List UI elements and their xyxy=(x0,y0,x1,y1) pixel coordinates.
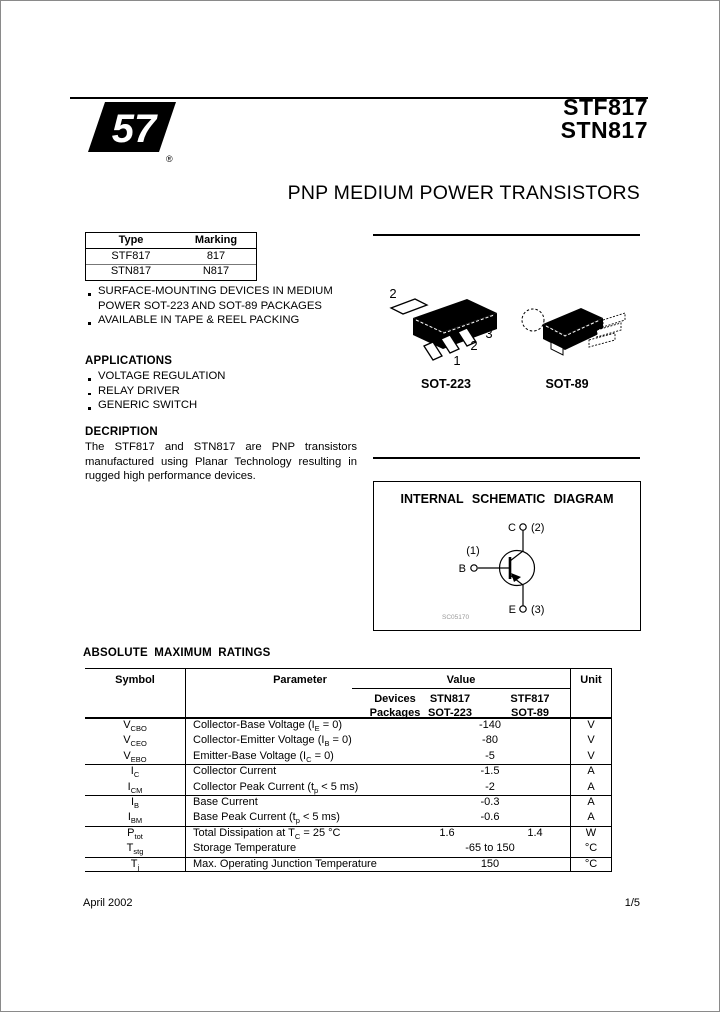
part-number-1: STF817 xyxy=(563,94,648,120)
parameter-cell: Base Peak Current ($t_p < 5$ ms) xyxy=(193,811,340,826)
col-header-value: Value xyxy=(446,674,476,686)
symbol-cell: $I_{CM}$ xyxy=(127,780,143,795)
value-cell: -5 xyxy=(485,749,495,762)
package2-label: SOT-89 xyxy=(511,707,549,719)
feature-item: SURFACE-MOUNTING DEVICES IN MEDIUM POWER SOT-223 AND SOT-89 PACKAGES xyxy=(85,284,361,313)
base-pin-label: (1) xyxy=(466,545,480,557)
marking-col-header: Marking xyxy=(194,234,238,246)
emitter-label: E xyxy=(508,604,516,616)
parameter-cell: Collector Peak Current ($t_p < 5$ ms) xyxy=(193,780,359,795)
symbol-cell: $V_{CEO}$ xyxy=(123,734,147,749)
unit-cell: A xyxy=(587,765,595,778)
devices-label: Devices xyxy=(374,693,416,705)
value-cell: -2 xyxy=(485,780,495,793)
marking-cell: N817 xyxy=(202,265,230,277)
device2-label: STF817 xyxy=(510,693,550,705)
unit-cell: A xyxy=(587,811,595,824)
description-heading: DECRIPTION xyxy=(85,426,158,438)
unit-cell: A xyxy=(587,796,595,808)
application-item: GENERIC SWITCH xyxy=(85,398,361,413)
table-row xyxy=(85,780,612,795)
parameter-cell: Storage Temperature xyxy=(193,842,297,855)
pnp-transistor-symbol xyxy=(374,482,638,625)
parameter-cell: Collector-Emitter Voltage $(I_B = 0)$ xyxy=(193,734,352,749)
feature-item: AVAILABLE IN TAPE & REEL PACKING xyxy=(85,313,361,328)
type-cell: STF817 xyxy=(111,250,151,262)
table-row xyxy=(85,733,612,748)
parameter-cell: Collector-Base Voltage $(I_E = 0)$ xyxy=(193,719,343,734)
value-cell: -140 xyxy=(478,719,502,731)
parameter-cell: Max. Operating Junction Temperature xyxy=(193,857,377,870)
description-text: The STF817 and STN817 are PNP transistors manufactured using Planar Technology resulting in rugged high performance devices. xyxy=(85,441,357,482)
st-logo-glyph: 57 xyxy=(111,107,157,151)
type-col-header: Type xyxy=(118,234,144,246)
table-row xyxy=(85,749,612,764)
symbol-cell: $V_{EBO}$ xyxy=(123,749,147,764)
sot223-pin-tab-label: 2 xyxy=(389,286,397,301)
value-cell: -80 xyxy=(482,734,498,747)
table-row xyxy=(85,810,612,825)
sot89-label: SOT-89 xyxy=(545,377,589,391)
sot89-drawing xyxy=(522,308,625,355)
symbol-cell: $I_B$ xyxy=(130,796,140,811)
table-row xyxy=(85,718,612,733)
packages-top-rule xyxy=(373,234,640,236)
page-title: PNP MEDIUM POWER TRANSISTORS xyxy=(287,182,640,204)
col-header-unit: Unit xyxy=(580,674,602,686)
registered-mark: ® xyxy=(166,154,173,164)
part-number-2: STN817 xyxy=(560,117,648,143)
parameter-cell: Emitter-Base Voltage $(I_C = 0)$ xyxy=(193,749,334,764)
table-row xyxy=(85,826,612,841)
package-drawings xyxy=(375,262,637,372)
packages-label: Packages xyxy=(369,707,421,719)
symbol-cell: $I_C$ xyxy=(130,765,140,780)
col-header-parameter: Parameter xyxy=(273,674,327,686)
sot223-pin1-label: 1 xyxy=(453,353,461,368)
table-row xyxy=(85,764,612,779)
device1-label: STN817 xyxy=(429,693,471,705)
schematic-box xyxy=(373,481,641,631)
schematic-title: INTERNAL SCHEMATIC DIAGRAM xyxy=(400,492,614,506)
parameter-cell: Collector Current xyxy=(193,765,277,778)
value-cell: -1.5 xyxy=(480,765,500,778)
unit-cell: V xyxy=(587,749,595,762)
symbol-cell: $T_{stg}$ xyxy=(126,842,144,857)
symbol-cell: $I_{BM}$ xyxy=(127,811,143,826)
table-row xyxy=(85,841,612,856)
schematic-code: SC05170 xyxy=(442,614,470,621)
value-cell-sot89: 1.4 xyxy=(527,826,543,839)
sot223-pin3-label: 3 xyxy=(485,326,493,341)
features-list xyxy=(85,284,361,328)
marking-cell: 817 xyxy=(206,250,226,262)
symbol-cell: $T_j$ xyxy=(130,857,140,872)
collector-label: C xyxy=(508,522,516,534)
applications-heading: APPLICATIONS xyxy=(85,355,173,367)
unit-cell: V xyxy=(587,719,595,731)
type-marking-table xyxy=(85,232,257,281)
footer-page-number: 1/5 xyxy=(624,897,640,909)
symbol-cell: $P_{tot}$ xyxy=(127,826,143,841)
sot223-drawing xyxy=(389,286,497,368)
base-label: B xyxy=(458,563,466,575)
application-item: VOLTAGE REGULATION xyxy=(85,369,361,384)
unit-cell: °C xyxy=(584,857,598,870)
unit-cell: W xyxy=(585,826,597,839)
st-logo xyxy=(88,100,184,166)
application-item: RELAY DRIVER xyxy=(85,384,361,399)
value-cell: -0.3 xyxy=(480,796,500,808)
sot223-label: SOT-223 xyxy=(420,377,472,391)
emitter-pin-label: (3) xyxy=(531,604,545,616)
unit-cell: A xyxy=(587,780,595,793)
footer-date: April 2002 xyxy=(83,897,133,909)
symbol-cell: $V_{CBO}$ xyxy=(123,719,147,734)
unit-cell: °C xyxy=(584,842,598,855)
value-cell: -65 to 150 xyxy=(465,842,515,855)
sot223-pin2-label: 2 xyxy=(470,338,478,353)
parameter-cell: Total Dissipation at $T_C = 25$ °C xyxy=(193,826,341,841)
table-row xyxy=(85,795,612,810)
parameter-cell: Base Current xyxy=(193,796,258,808)
part-numbers xyxy=(400,96,648,142)
ratings-table xyxy=(85,668,612,872)
table-row xyxy=(85,857,612,872)
applications-list xyxy=(85,369,361,413)
type-cell: STN817 xyxy=(110,265,152,277)
value-cell: -0.6 xyxy=(480,811,500,824)
value-cell-sot223: 1.6 xyxy=(439,826,455,839)
collector-pin-label: (2) xyxy=(531,522,545,534)
value-cell: 150 xyxy=(480,857,500,870)
unit-cell: V xyxy=(587,734,595,747)
ratings-heading: ABSOLUTE MAXIMUM RATINGS xyxy=(83,647,271,659)
col-header-symbol: Symbol xyxy=(115,674,155,686)
packages-bottom-rule xyxy=(373,457,640,459)
package1-label: SOT-223 xyxy=(427,707,473,719)
